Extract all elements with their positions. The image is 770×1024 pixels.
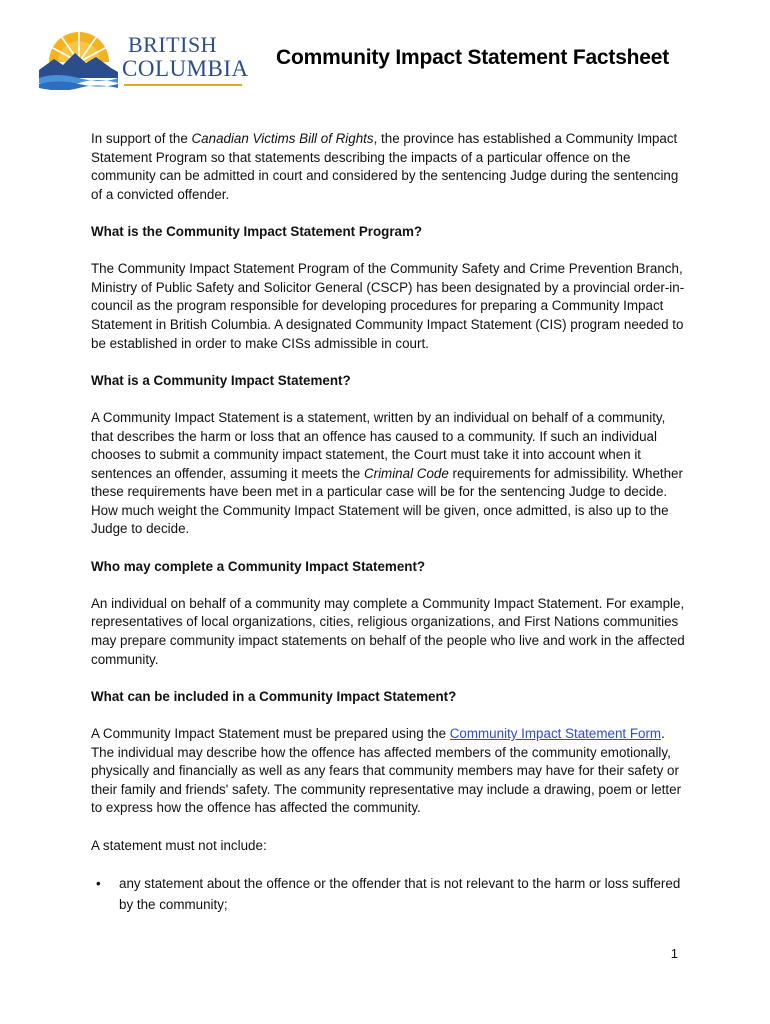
included-paragraph: [91, 725, 689, 818]
bc-sun-mountain-icon: [36, 28, 122, 90]
intro-paragraph: [91, 130, 689, 204]
list-item-text: any statement about the offence or the offender that is not relevant to the harm or loss suffered by the community;: [119, 876, 681, 913]
included-text-post: . The individual may describe how the offence has affected members of the community emotionally, physically and financially as well as any fears that community members may have for their safety or their family and friends' safety. The community representative may include a drawing, poem or letter to express how the offence has affected the community.: [91, 726, 682, 816]
statement-text-post: requirements for admissibility. Whether these requirements have been met in a particular case will be for the sentencing Judge to decide. How much weight the Community Impact Statement will be given, once admitted, is also up to the Judge to decide.: [91, 465, 683, 537]
act-name: Canadian Victims Bill of Rights: [191, 131, 374, 146]
heading-program: What is the Community Impact Statement Program?: [91, 223, 423, 239]
intro-text-pre: In support of the: [91, 131, 192, 146]
heading-included: What can be included in a Community Impact Statement?: [91, 688, 457, 704]
exclude-list: [91, 873, 689, 915]
logo-text-columbia: COLUMBIA: [122, 56, 249, 81]
who-paragraph: An individual on behalf of a community may complete a Community Impact Statement. For example, representatives of local organizations, cities, religious organizations, and First Nations communities may prepare community impact statements on behalf of the people who live and work in the affected community.: [91, 595, 685, 667]
included-text-pre: A Community Impact Statement must be prepared using the: [91, 726, 450, 741]
statement-text-pre: A Community Impact Statement is a statement, written by an individual on behalf of a community, that describes the harm or loss that an offence has caused to a community. If such an individual chooses to submit a community impact statement, the Court must take it into account when it sentences an offender, assuming it meets the: [91, 409, 666, 481]
bc-logo: [36, 28, 248, 90]
intro-text-post: , the province has established a Community Impact Statement Program so that statements describing the impacts of a particular offence on the community can be admitted in court and considered by the sentencing Judge during the sentencing of a convicted offender.: [91, 131, 679, 202]
page-title: Community Impact Statement Factsheet: [276, 46, 670, 69]
statement-paragraph: [91, 409, 689, 539]
program-paragraph: The Community Impact Statement Program of the Community Safety and Crime Prevention Branch, Ministry of Public Safety and Solicitor General (CSCP) has been designated by a provincial order-in-council as the program responsible for developing procedures for preparing a Community Impact Statement in British Columbia. A designated Community Impact Statement (CIS) program needed to be established in order to make CISs admissible in court.: [91, 261, 685, 351]
list-item: [91, 873, 689, 915]
page-number: 1: [670, 946, 678, 961]
heading-statement: What is a Community Impact Statement?: [91, 372, 351, 388]
document-body: [91, 130, 689, 915]
logo-text-british: BRITISH: [128, 32, 218, 57]
criminal-code: Criminal Code: [363, 465, 449, 481]
exclude-intro: A statement must not include:: [91, 837, 267, 853]
logo-underline: [124, 84, 242, 86]
cis-form-link[interactable]: Community Impact Statement Form: [449, 726, 662, 741]
bullet-icon: •: [96, 876, 101, 892]
heading-who: Who may complete a Community Impact Statement?: [91, 558, 426, 574]
